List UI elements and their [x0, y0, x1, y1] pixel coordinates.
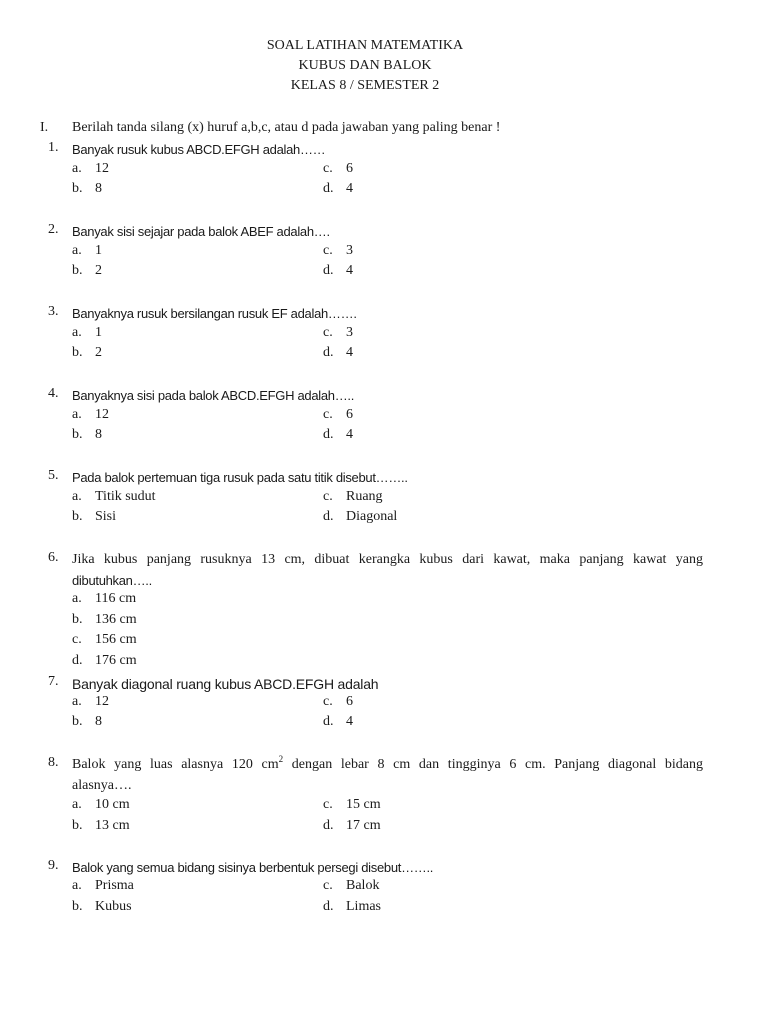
- option-b[interactable]: b. 2: [72, 345, 102, 360]
- question-text-continuation: dibutuhkan…..: [72, 572, 152, 588]
- option-b[interactable]: b. Sisi: [72, 509, 117, 524]
- option-c[interactable]: c. Ruang: [323, 489, 383, 504]
- option-b[interactable]: b. 8: [72, 181, 102, 196]
- option-a[interactable]: a. 12: [72, 161, 109, 176]
- option-c[interactable]: c. 15 cm: [323, 797, 381, 812]
- option-d[interactable]: d. 17 cm: [323, 818, 381, 833]
- question-text-line: Jika kubus panjang rusuknya 13 cm, dibuat kerangka kubus dari kawat, maka panjang kawat yang: [72, 552, 703, 567]
- option-c[interactable]: c. 3: [323, 325, 353, 340]
- question-number: 7.: [48, 674, 59, 689]
- option-a[interactable]: a. Prisma: [72, 878, 134, 893]
- question-number: 9.: [48, 858, 59, 873]
- option-d[interactable]: d. Limas: [323, 899, 381, 914]
- option-a[interactable]: a. 12: [72, 694, 109, 709]
- option-a[interactable]: a. 116 cm: [72, 591, 137, 606]
- question-number: 5.: [48, 468, 59, 483]
- option-d[interactable]: d. 4: [323, 181, 353, 196]
- option-b[interactable]: b. 8: [72, 427, 102, 442]
- option-b[interactable]: b. 8: [72, 714, 102, 729]
- option-a[interactable]: a. 1: [72, 325, 102, 340]
- option-c[interactable]: c. 6: [323, 407, 353, 422]
- question-text: Banyak sisi sejajar pada balok ABEF adalah….: [72, 224, 330, 239]
- option-d[interactable]: d. 4: [323, 263, 353, 278]
- option-b[interactable]: b. Kubus: [72, 899, 132, 914]
- option-a[interactable]: a. 1: [72, 243, 102, 258]
- worksheet-topic: KUBUS DAN BALOK: [298, 58, 432, 73]
- question-text: [72, 755, 703, 796]
- instruction-text: Berilah tanda silang (x) huruf a,b,c, atau d pada jawaban yang paling benar !: [72, 120, 501, 135]
- question-text: Banyaknya rusuk bersilangan rusuk EF adalah…….: [72, 306, 357, 321]
- question-number: 6.: [48, 550, 59, 565]
- question-number: 8.: [48, 755, 59, 770]
- question-text-line: Balok yang luas alasnya 120 $cm^2$ dengan lebar 8 cm dan tingginya 6 cm. Panjang diagonal bidang: [72, 754, 704, 772]
- option-c[interactable]: c. 6: [323, 694, 353, 709]
- question-number: 2.: [48, 222, 59, 237]
- question-text: Banyak diagonal ruang kubus ABCD.EFGH adalah: [72, 676, 379, 692]
- question-text: Balok yang semua bidang sisinya berbentuk persegi disebut……..: [72, 860, 434, 875]
- exponent: 2: [278, 754, 284, 764]
- option-c[interactable]: c. 156 cm: [72, 632, 137, 647]
- question-text-continuation: alasnya….: [72, 777, 132, 793]
- question-number: 3.: [48, 304, 59, 319]
- section-numeral: I.: [40, 120, 49, 135]
- question-number: 4.: [48, 386, 59, 401]
- option-c[interactable]: c. 3: [323, 243, 353, 258]
- option-d[interactable]: d. 176 cm: [72, 653, 137, 668]
- option-d[interactable]: d. Diagonal: [323, 509, 398, 524]
- question-number: 1.: [48, 140, 59, 155]
- option-c[interactable]: c. 6: [323, 161, 353, 176]
- option-d[interactable]: d. 4: [323, 345, 353, 360]
- option-d[interactable]: d. 4: [323, 427, 353, 442]
- question-text: Banyaknya sisi pada balok ABCD.EFGH adalah…..: [72, 388, 355, 403]
- option-c[interactable]: c. Balok: [323, 878, 380, 893]
- worksheet-class: KELAS 8 / SEMESTER 2: [290, 78, 440, 93]
- question-text: Banyak rusuk kubus ABCD.EFGH adalah……: [72, 142, 326, 157]
- option-d[interactable]: d. 4: [323, 714, 353, 729]
- question-text: [72, 550, 703, 591]
- option-b[interactable]: b. 136 cm: [72, 612, 137, 627]
- option-a[interactable]: a. Titik sudut: [72, 489, 156, 504]
- option-b[interactable]: b. 2: [72, 263, 102, 278]
- option-b[interactable]: b. 13 cm: [72, 818, 130, 833]
- worksheet-title: SOAL LATIHAN MATEMATIKA: [266, 38, 464, 53]
- question-text: Pada balok pertemuan tiga rusuk pada satu titik disebut……..: [72, 470, 408, 485]
- option-a[interactable]: a. 10 cm: [72, 797, 130, 812]
- option-a[interactable]: a. 12: [72, 407, 109, 422]
